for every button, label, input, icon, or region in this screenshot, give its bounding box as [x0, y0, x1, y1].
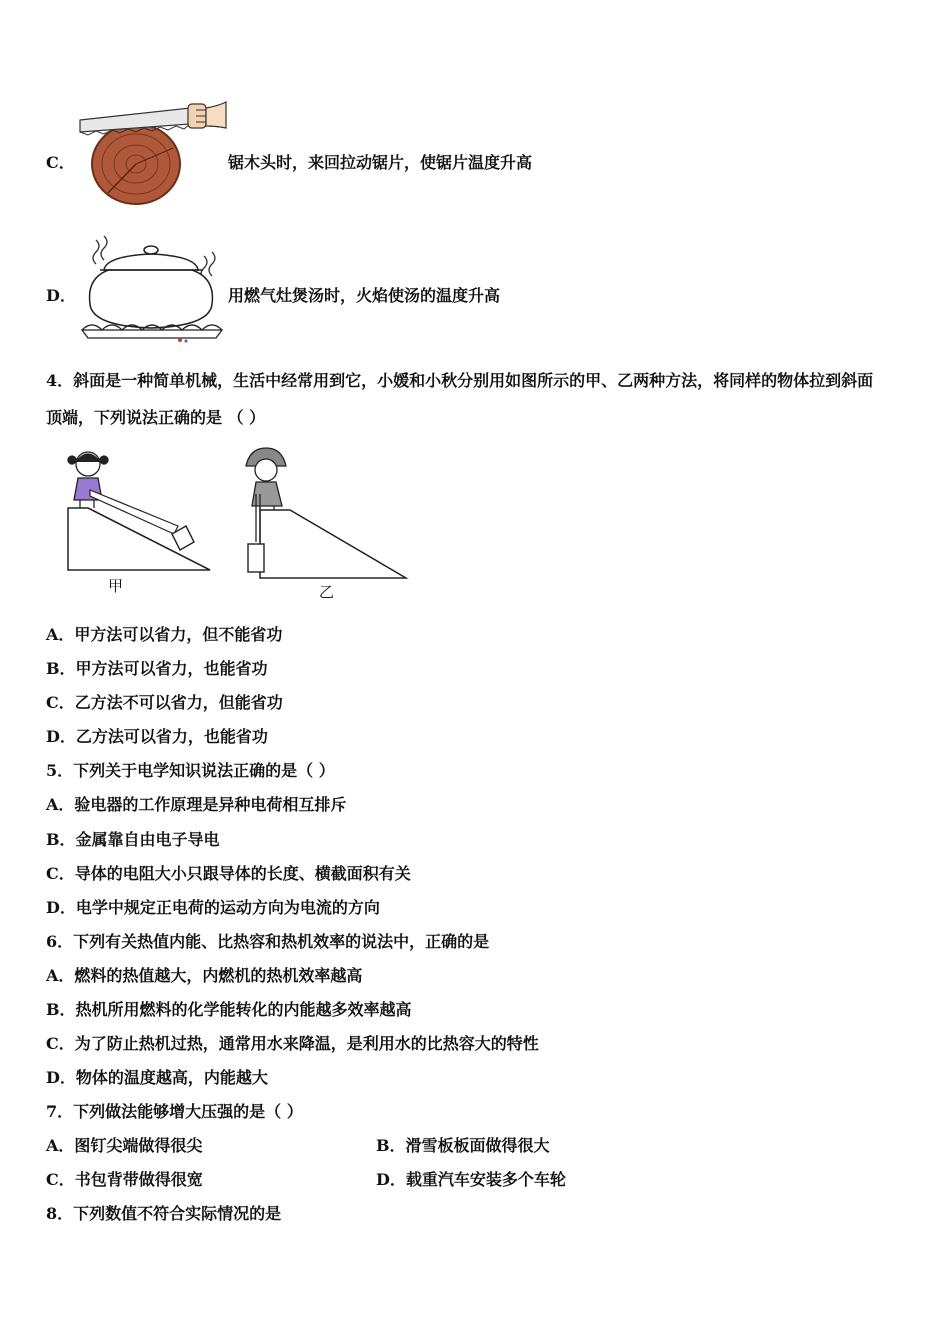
figure-label-jia: 甲: [108, 577, 124, 595]
q5-option-d: D．电学中规定正电荷的运动方向为电流的方向: [46, 898, 380, 917]
q7-option-b: B．滑雪板板面做得很大: [376, 1136, 550, 1155]
log-icon: [92, 124, 180, 204]
q3-option-c-letter: C．: [46, 153, 75, 172]
q6-option-c: C．为了防止热机过热，通常用水来降温，是利用水的比热容大的特性: [46, 1034, 539, 1053]
q6-option-d: D．物体的温度越高，内能越大: [46, 1068, 268, 1087]
q6-option-a: A．燃料的热值越大，内燃机的热机效率越高: [46, 966, 363, 985]
q5-option-b: B．金属靠自由电子导电: [46, 830, 220, 849]
q6-stem: 6．下列有关热值内能、比热容和热机效率的说法中，正确的是: [46, 932, 490, 951]
q3-option-d-letter: D．: [46, 286, 76, 305]
q4-option-a: A．甲方法可以省力，但不能省功: [46, 625, 283, 644]
q5-stem: 5．下列关于电学知识说法正确的是（ ）: [46, 761, 335, 780]
incline-yi: [246, 448, 406, 578]
q5-option-a: A．验电器的工作原理是异种电荷相互排斥: [46, 795, 347, 814]
q7-option-c: C．书包背带做得很宽: [46, 1170, 203, 1189]
figure-label-yi: 乙: [319, 583, 335, 601]
q7-option-a: A．图钉尖端做得很尖: [46, 1136, 203, 1155]
boy-figure-icon: [246, 448, 286, 510]
q7-option-d: D．载重汽车安装多个车轮: [376, 1170, 566, 1189]
incline-jia: [68, 452, 210, 570]
saw-icon: [80, 102, 226, 135]
q4-option-d: D．乙方法可以省力，也能省功: [46, 727, 268, 746]
block-icon: [248, 544, 264, 572]
saw-log-figure: [78, 98, 228, 206]
q5-option-c: C．导体的电阻大小只跟导体的长度、横截面积有关: [46, 864, 411, 883]
q3-option-d-text: 用燃气灶煲汤时，火焰使汤的温度升高: [228, 286, 501, 305]
pot-icon: [90, 246, 213, 328]
q7-stem: 7．下列做法能够增大压强的是（ ）: [46, 1102, 303, 1121]
q8-stem: 8．下列数值不符合实际情况的是: [46, 1204, 282, 1223]
pot-stove-figure: [76, 234, 226, 346]
q4-option-b: B．甲方法可以省力，也能省功: [46, 659, 268, 678]
q4-option-c: C．乙方法不可以省力，但能省功: [46, 693, 283, 712]
q3-option-c-text: 锯木头时，来回拉动锯片，使锯片温度升高: [228, 153, 533, 172]
flame-icon: [178, 338, 188, 343]
q4-stem-line1: 4．斜面是一种简单机械，生活中经常用到它，小媛和小秋分别用如图所示的甲、乙两种方法，将同样的物体拉到斜面: [46, 371, 874, 390]
q4-stem-line2: 顶端，下列说法正确的是 （ ）: [46, 408, 266, 427]
q6-option-b: B．热机所用燃料的化学能转化的内能越多效率越高: [46, 1000, 412, 1019]
